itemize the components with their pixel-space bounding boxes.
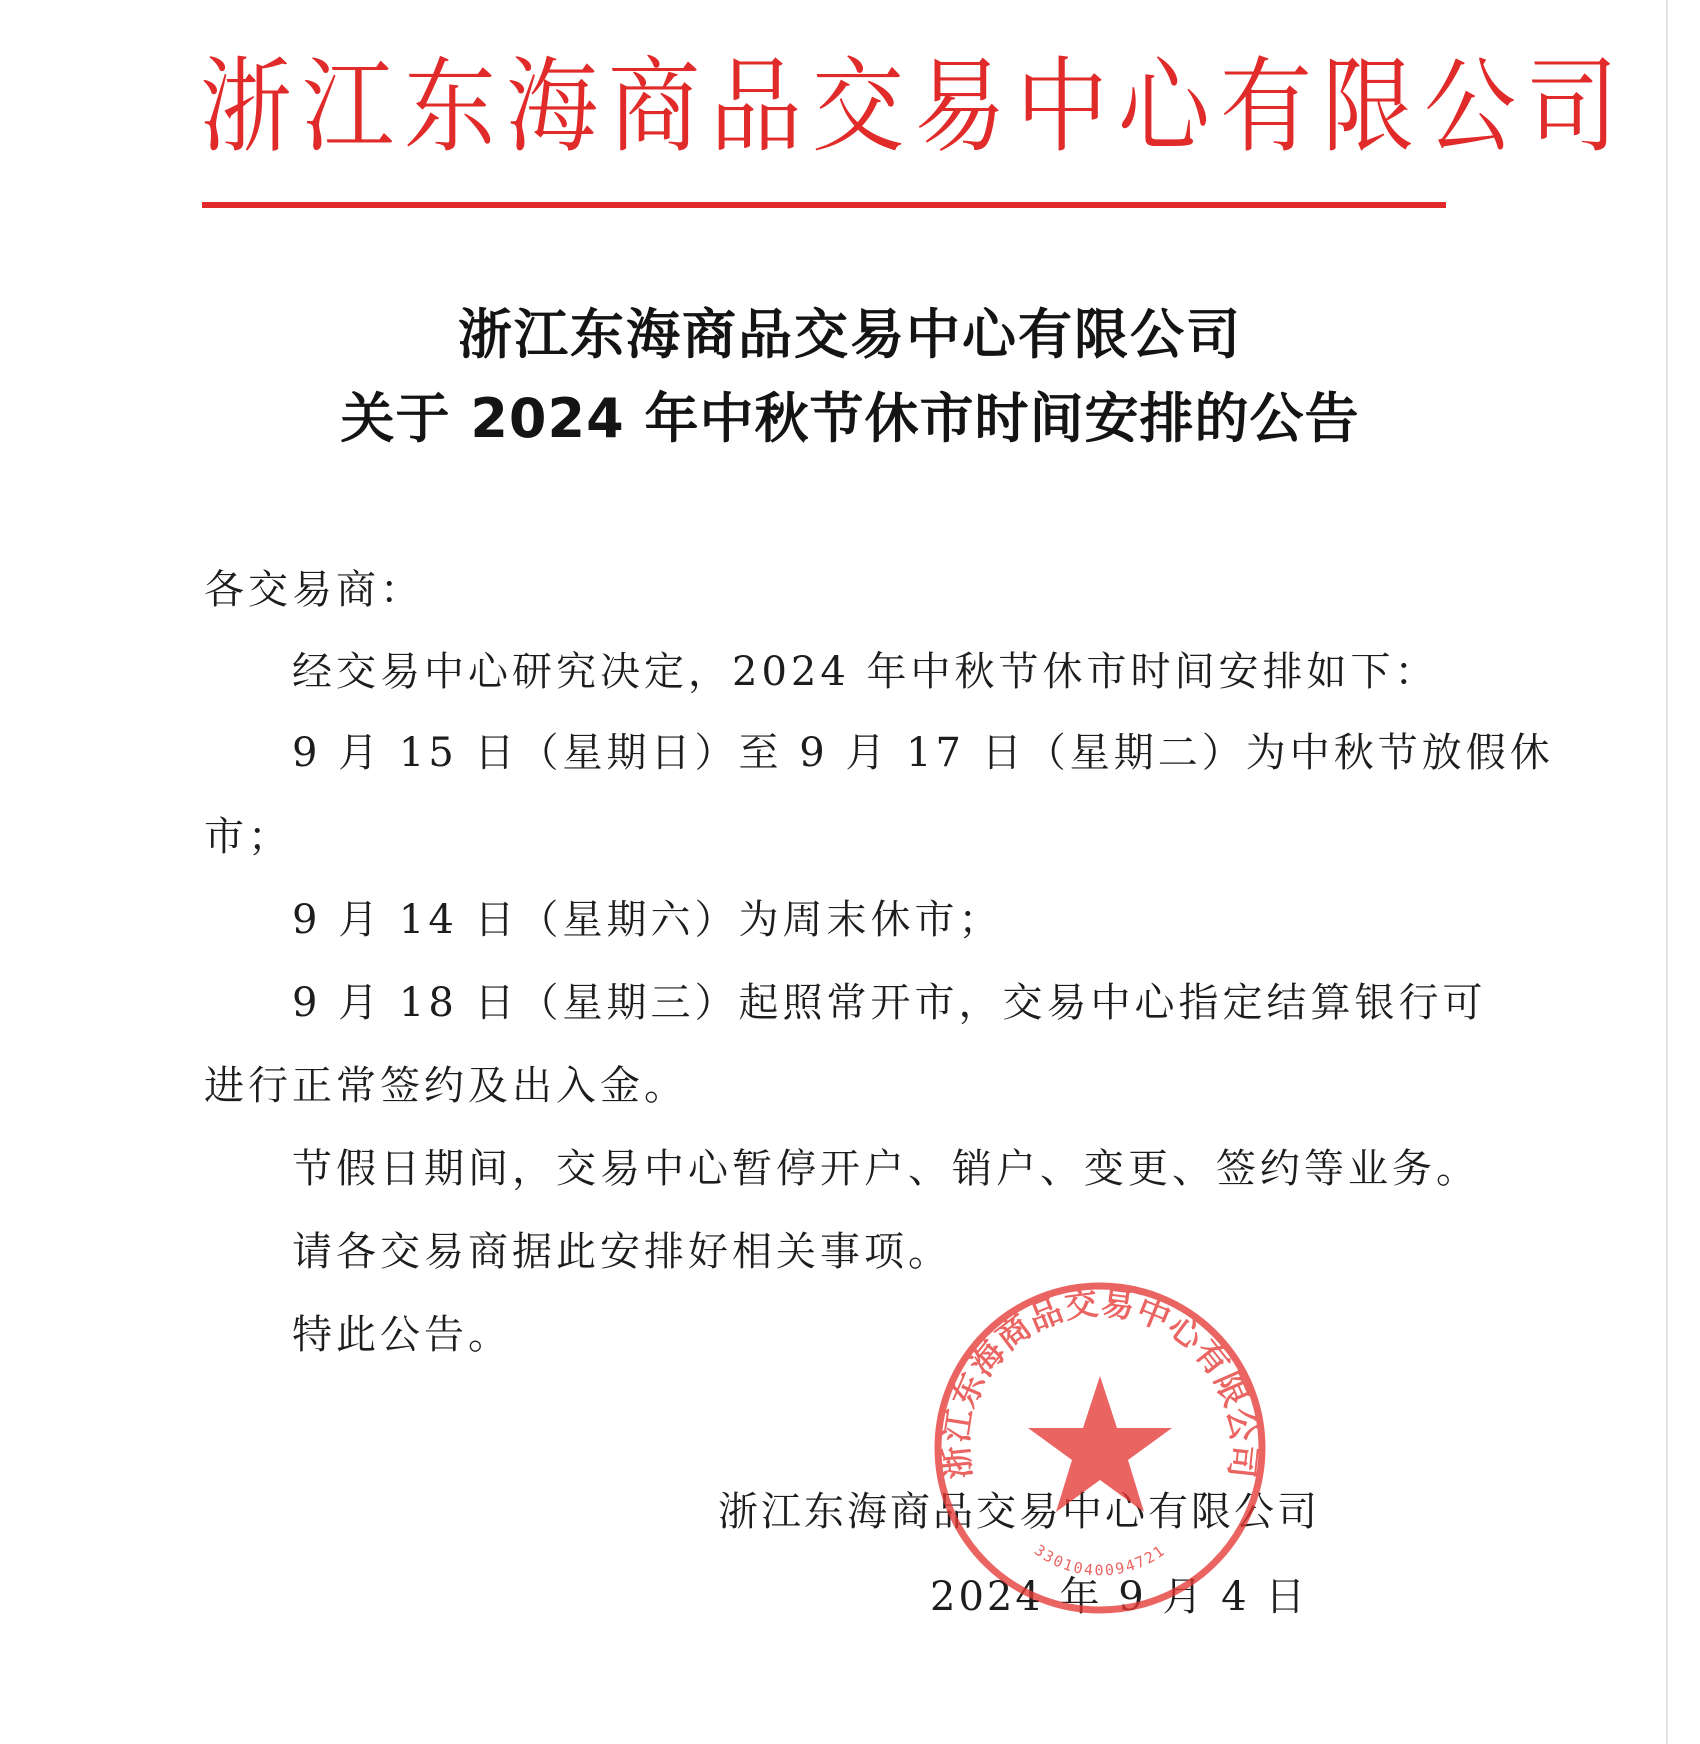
paragraph-holiday-closure-cont: 市； — [204, 814, 292, 860]
letterhead-red-rule — [202, 202, 1446, 208]
seal-number: 3301040094721 — [1030, 1540, 1170, 1580]
paragraph-reopening: 9 月 18 日（星期三）起照常开市，交易中心指定结算银行可 — [292, 980, 1487, 1026]
page-edge — [1666, 0, 1668, 1744]
signature-date: 2024 年 9 月 4 日 — [930, 1574, 1309, 1620]
company-seal-stamp — [930, 1278, 1270, 1618]
paragraph-decision: 经交易中心研究决定，2024 年中秋节休市时间安排如下： — [292, 649, 1439, 695]
paragraph-suspended-business: 节假日期间，交易中心暂停开户、销户、变更、签约等业务。 — [292, 1146, 1480, 1192]
paragraph-reopening-cont: 进行正常签约及出入金。 — [204, 1063, 688, 1109]
document-title-line-1: 浙江东海商品交易中心有限公司 — [458, 303, 1242, 366]
salutation: 各交易商： — [204, 567, 424, 613]
paragraph-weekend-closure: 9 月 14 日（星期六）为周末休市； — [292, 897, 1003, 943]
signature-organization: 浙江东海商品交易中心有限公司 — [718, 1489, 1320, 1535]
paragraph-holiday-closure: 9 月 15 日（星期日）至 9 月 17 日（星期二）为中秋节放假休 — [292, 730, 1554, 776]
seal-star-icon — [1028, 1376, 1172, 1512]
document-title-line-2: 关于 2024 年中秋节休市时间安排的公告 — [340, 387, 1360, 450]
paragraph-arrangement: 请各交易商据此安排好相关事项。 — [292, 1229, 952, 1275]
paragraph-closing: 特此公告。 — [292, 1312, 512, 1358]
letterhead-title: 浙江东海商品交易中心有限公司 — [200, 46, 1629, 167]
seal-arc-text: 浙江东海商品交易中心有限公司 — [936, 1283, 1264, 1481]
